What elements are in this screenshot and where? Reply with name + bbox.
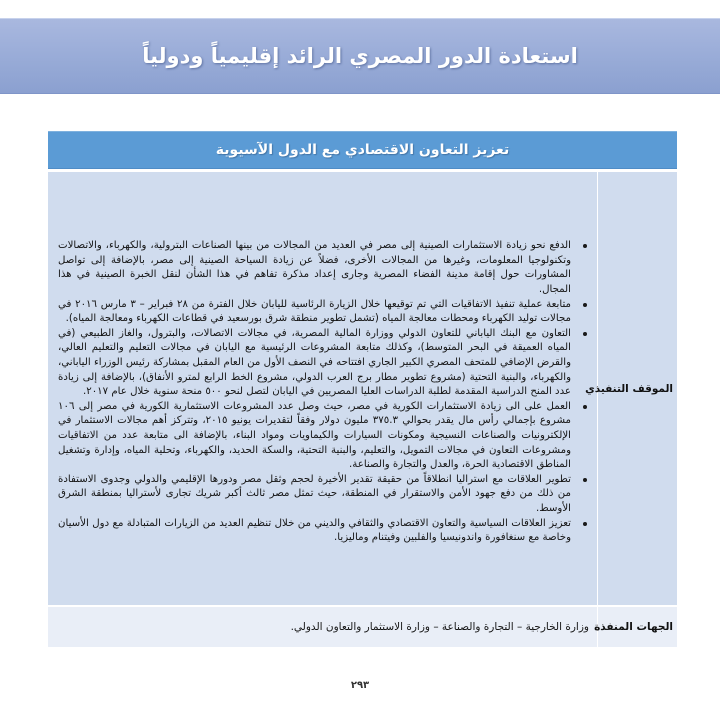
bullet-icon xyxy=(583,303,587,307)
agencies-text: وزارة الخارجية – التجارة والصناعة – وزارة الاستثمار والتعاون الدولي. xyxy=(290,621,589,633)
bullet-text: الدفع نحو زيادة الاستثمارات الصينية إلى مصر في العديد من المجالات من بينها الصناعات البترولية، والكهرباء، والاتصالات وتكنولوجيا المعلومات، وغيرها من المجالات الأخرى، فضلاً عن زيادة السياحة الصينية إلى مصر، بالإضافة إلى تواصل المشاورات حول إقامة مدينة الفضاء المصرية وجارى إعداد مذكرة تفاهم في هذا الشأن لنقل الخبرة الصينية في هذا المجال. xyxy=(58,240,571,296)
row-implementing-agencies xyxy=(48,607,677,647)
label-cell-execution-status xyxy=(585,172,677,605)
bullet-item xyxy=(58,239,583,297)
bullet-icon xyxy=(583,244,587,248)
bullet-icon xyxy=(583,522,587,526)
content-cell-implementing-agencies xyxy=(48,607,597,647)
row-execution-status xyxy=(48,172,677,605)
cooperation-table xyxy=(48,131,677,647)
bullet-item xyxy=(58,400,583,473)
table-header xyxy=(48,131,677,169)
bullet-item xyxy=(58,517,583,546)
row-label: الجهات المنفذة xyxy=(594,621,673,633)
bullet-text: العمل على الى زيادة الاستثمارات الكورية في مصر، حيث وصل عدد المشروعات الاستثمارية الكورية في مصر إلى ١٠٦ مشروع بإجمالي رأس مال يقدر بحوالي ٣٧٥.٣ مليون دولار وفقاً لتقديرات يونيو ٢٠١٥، وتتركز أهم مجالات الاستثمار في الإلكترونيات والصناعات النسيجية ومكونات السيارات والكيماويات ومواد البناء، بالإضافة الى متابعة عدد من الاتفاقيات ومشروعات التعاون في مجالات التمويل، والتعليم، والبنية التحتية، والسكة الحديد، والكهرباء، وتحلية المياه، وإدارة وتشغيل المناطق الاقتصادية الحرة، والعدل والتجارة والصناعة. xyxy=(58,400,571,471)
bullet-text: التعاون مع البنك الياباني للتعاون الدولي ووزارة المالية المصرية، في مجالات الاتصالات، والبترول، والغاز الطبيعي (في المياه العميقة في البحر المتوسط)، وكذلك متابعة المشروعات الرئيسية مع اليابان في مجالات التعليم والتعليم العالي، والقرض الإضافي للمتحف المصري الكبير الجاري افتتاحه في النصف الأول من العام المقبل بمشاركة رئيس الوزراء الياباني، والكهرباء، والبنية التحتية (مشروع تطوير مطار برج العرب الدولي، مشروع الخط الرابع لمترو الأنفاق)، بالإضافة إلى زيادة عدد المنح الدراسية المقدمة لطلبة الدراسات العليا المصريين في اليابان لتصل لنحو ٥٠٠ منحة سنوية خلال عام ٢٠١٧. xyxy=(58,327,571,398)
table-title: تعزيز التعاون الاقتصادي مع الدول الآسيوية xyxy=(215,142,510,158)
bullet-item xyxy=(58,298,583,327)
status-bullet-list xyxy=(58,239,583,545)
bullet-text: تطوير العلاقات مع استراليا انطلاقاً من حقيقة تقدير الأخيرة لحجم وثقل مصر ودورها الإقليمي والدولي وجدوى الاستفادة من ذلك من دفع جهود الأمن والاستقرار في المنطقة، حيث تمثل مصر ثالث أكبر شريك تجارى لأستراليا بمنطقة الشرق الأوسط. xyxy=(58,473,571,514)
row-label: الموقف التنفيذي xyxy=(585,382,673,395)
label-cell-implementing-agencies xyxy=(594,607,677,647)
bullet-text: متابعة عملية تنفيذ الاتفاقيات التي تم توقيعها خلال الزيارة الرئاسية لليابان خلال الفترة من ٢٨ فبراير – ٣ مارس ٢٠١٦ في مجالات توليد الكهرباء ومحطات معالجة المياه (تشمل تطوير منطقة شرق بورسعيد في قطاعات الكهرباء ومعالجة المياه). xyxy=(58,298,571,325)
bullet-item xyxy=(58,473,583,517)
page-banner xyxy=(0,18,720,94)
bullet-icon xyxy=(583,332,587,336)
bullet-icon xyxy=(583,478,587,482)
bullet-item xyxy=(58,327,583,400)
content-cell-execution-status xyxy=(48,172,597,605)
bullet-icon xyxy=(583,405,587,409)
page-number: ٢٩٣ xyxy=(350,680,370,691)
bullet-text: تعزيز العلاقات السياسية والتعاون الاقتصادي والثقافي والديني من خلال تنظيم العديد من الزيارات المتبادلة مع دول الأسيان وخاصة مع سنغافورة واندونيسيا والفلبين وفيتنام وماليزيا. xyxy=(58,517,571,544)
banner-title: استعادة الدور المصري الرائد إقليمياً ودولياً xyxy=(142,44,578,68)
